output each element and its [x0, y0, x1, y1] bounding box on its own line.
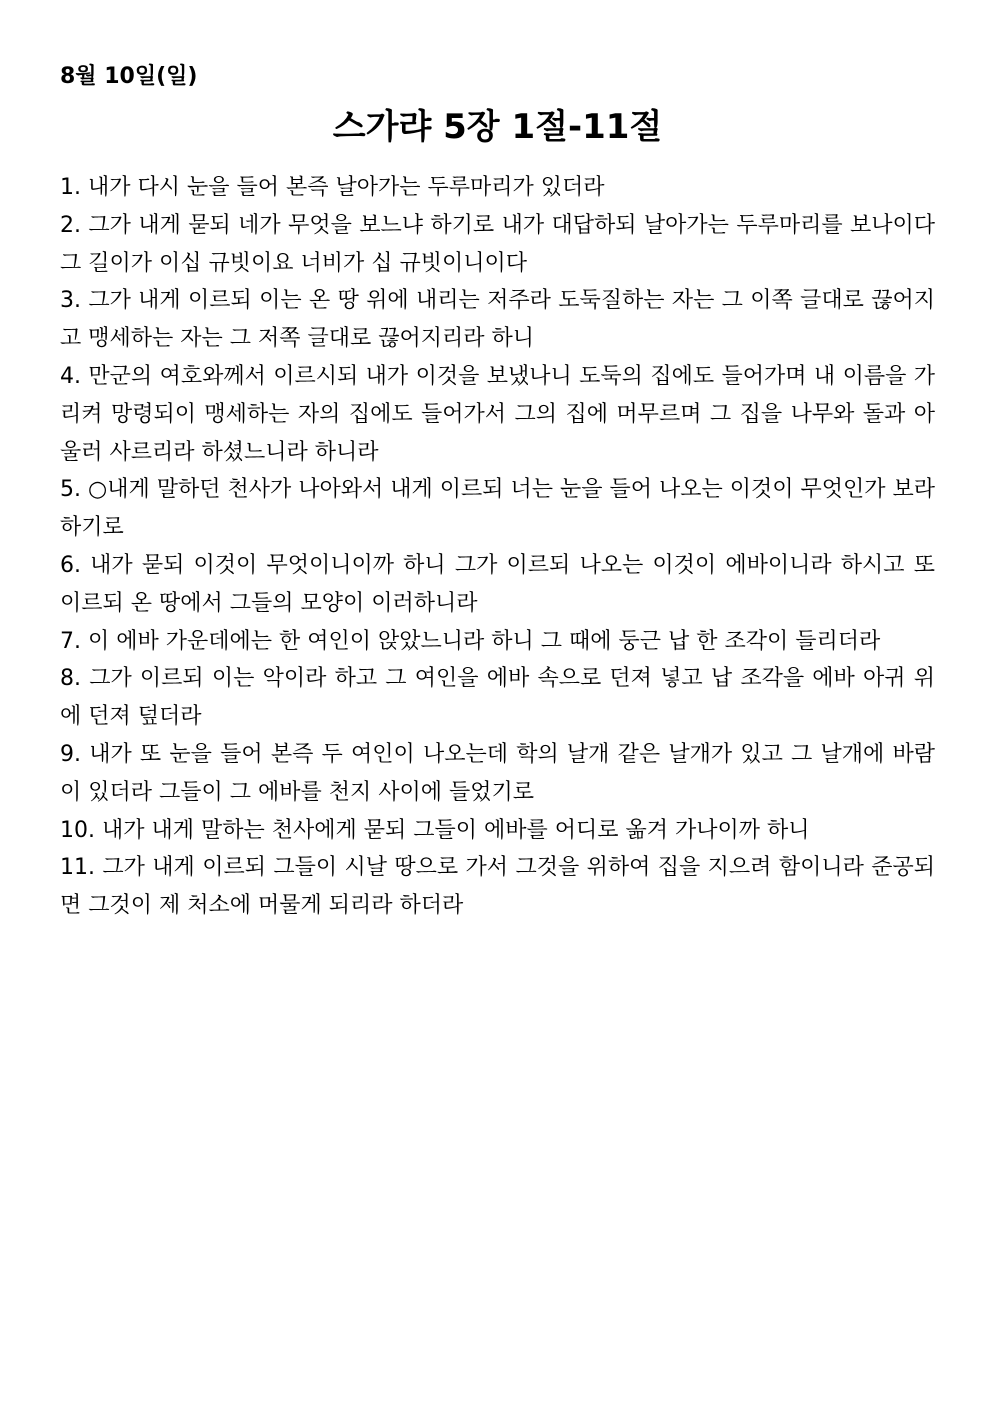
verse-10: 10. 내가 내게 말하는 천사에게 묻되 그들이 에바를 어디로 옮겨 가나이까 하니 [60, 817, 810, 843]
verse-5: 5. ○내게 말하던 천사가 나아와서 내게 이르되 너는 눈을 들어 나오는 이것이 무엇인가 보라 하기로 [60, 477, 935, 541]
verse-3: 3. 그가 내게 이르되 이는 온 땅 위에 내리는 저주라 도둑질하는 자는 그 이쪽 글대로 끊어지고 맹세하는 자는 그 저쪽 글대로 끊어지리라 하니 [60, 288, 935, 352]
verse-8: 8. 그가 이르되 이는 악이라 하고 그 여인을 에바 속으로 던져 넣고 납 조각을 에바 아귀 위에 던져 덮더라 [60, 666, 935, 730]
verse-6: 6. 내가 묻되 이것이 무엇이니이까 하니 그가 이르되 나오는 이것이 에바이니라 하시고 또 이르되 온 땅에서 그들의 모양이 이러하니라 [60, 552, 935, 616]
verse-9: 9. 내가 또 눈을 들어 본즉 두 여인이 나오는데 학의 날개 같은 날개가 있고 그 날개에 바람이 있더라 그들이 그 에바를 천지 사이에 들었기로 [60, 741, 935, 805]
verse-list [60, 169, 935, 925]
verse-7: 7. 이 에바 가운데에는 한 여인이 앉았느니라 하니 그 때에 둥근 납 한 조각이 들리더라 [60, 628, 881, 654]
document-date: 8월 10일(일) [60, 64, 198, 89]
verse-4: 4. 만군의 여호와께서 이르시되 내가 이것을 보냈나니 도둑의 집에도 들어가며 내 이름을 가리켜 망령되이 맹세하는 자의 집에도 들어가서 그의 집에 머무르며 그 집을 나무와 돌과 아울러 사르리라 하셨느니라 하니라 [60, 363, 935, 465]
verse-11: 11. 그가 내게 이르되 그들이 시날 땅으로 가서 그것을 위하여 집을 지으려 함이니라 준공되면 그것이 제 처소에 머물게 되리라 하더라 [60, 855, 935, 919]
verse-2: 2. 그가 내게 묻되 네가 무엇을 보느냐 하기로 내가 대답하되 날아가는 두루마리를 보나이다 그 길이가 이십 규빗이요 너비가 십 규빗이니이다 [60, 212, 935, 276]
document-title: 스가랴 5장 1절-11절 [332, 107, 663, 147]
verse-1: 1. 내가 다시 눈을 들어 본즉 날아가는 두루마리가 있더라 [60, 175, 605, 200]
